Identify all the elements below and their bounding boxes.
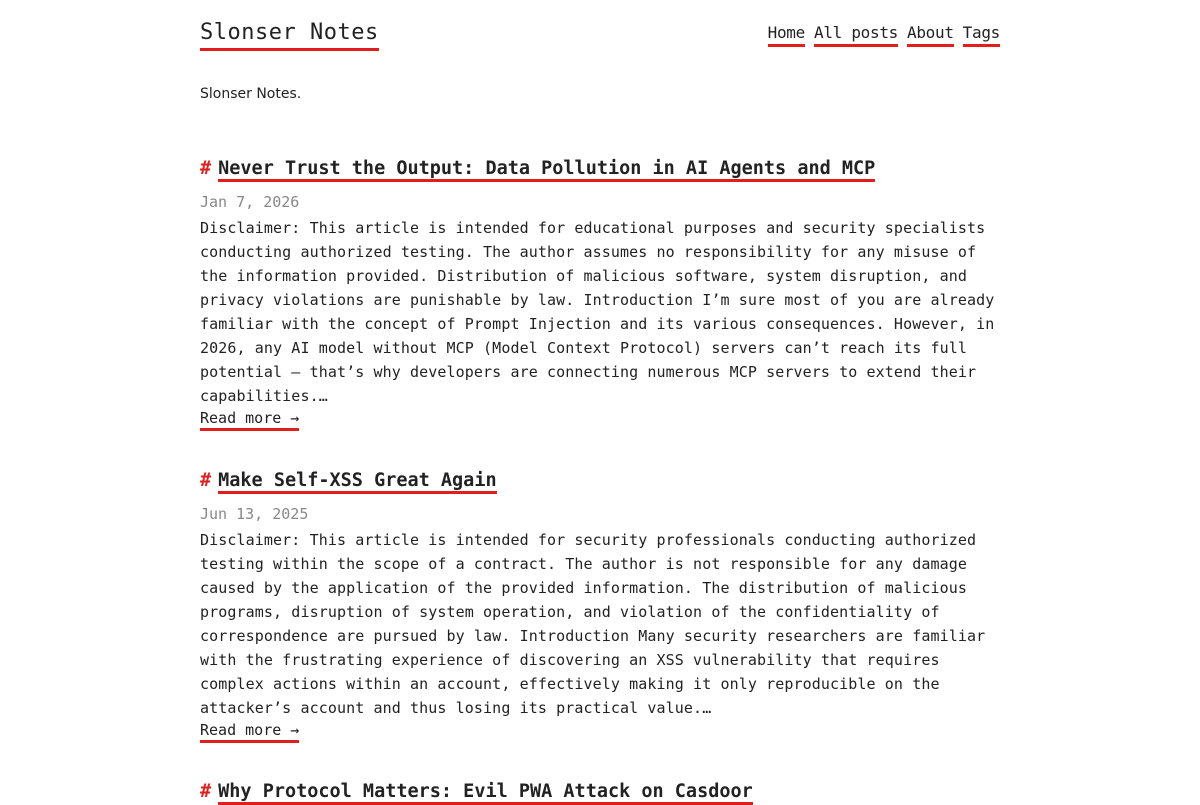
nav-link-all-posts[interactable]: All posts	[814, 22, 898, 47]
post-hash: #	[200, 158, 212, 179]
post-title-link[interactable]: Why Protocol Matters: Evil PWA Attack on Casdoor	[218, 781, 753, 805]
post-title-link[interactable]: Never Trust the Output: Data Pollution in AI Agents and MCP	[218, 158, 875, 182]
page-container	[200, 0, 1000, 802]
post-hash: #	[200, 470, 212, 491]
main-nav	[768, 22, 1000, 47]
nav-link-tags[interactable]: Tags	[963, 22, 1000, 47]
site-header	[200, 0, 1000, 60]
post-item	[200, 468, 1000, 743]
post-item	[200, 156, 1000, 431]
post-title	[200, 468, 1000, 494]
post-title	[200, 779, 1000, 805]
post-date: Jan 7, 2026	[200, 193, 300, 211]
read-more-link[interactable]: Read more →	[200, 720, 299, 743]
post-item	[200, 779, 1000, 805]
nav-link-home[interactable]: Home	[768, 22, 805, 47]
post-hash: #	[200, 781, 212, 802]
site-description: Slonser Notes.	[200, 86, 302, 102]
post-excerpt: Disclaimer: This article is intended for security professionals conducting authorized testing within the scope of a contract. The author is not responsible for any damage caused by the application of the provided information. The distribution of malicious programs, disruption of system operation, and violation of the confidentiality of correspondence are pursued by law. Introduction Many security researchers are familiar with the frustrating experience of discovering an XSS vulnerability that requires complex actions within an account, effectively making it only reproducible on the attacker’s account and thus losing its practical value.…	[200, 531, 986, 717]
site-title-link[interactable]: Slonser Notes	[200, 18, 379, 51]
post-title-link[interactable]: Make Self-XSS Great Again	[218, 470, 496, 494]
post-title	[200, 156, 1000, 182]
read-more-link[interactable]: Read more →	[200, 408, 299, 431]
post-excerpt: Disclaimer: This article is intended for educational purposes and security specialists conducting authorized testing. The author assumes no responsibility for any misuse of the information provided. Distribution of malicious software, system disruption, and privacy violations are punishable by law. Introduction I’m sure most of you are already familiar with the concept of Prompt Injection and its various consequences. However, in 2026, any AI model without MCP (Model Context Protocol) servers can’t reach its full potential — that’s why developers are connecting numerous MCP servers to extend their capabilities.…	[200, 219, 995, 405]
nav-link-about[interactable]: About	[907, 22, 954, 47]
post-date: Jun 13, 2025	[200, 505, 309, 523]
